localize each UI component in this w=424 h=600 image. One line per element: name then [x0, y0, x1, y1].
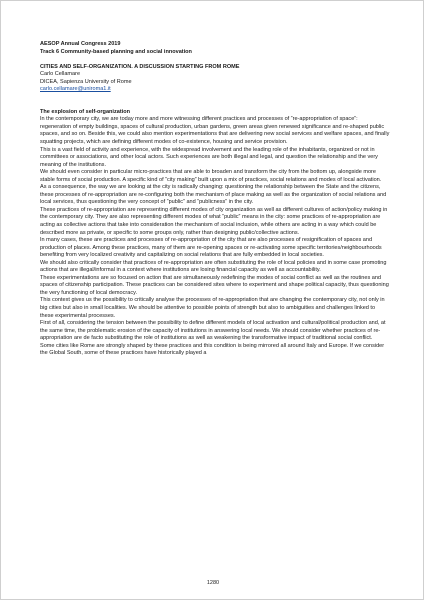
conference-name: AESOP Annual Congress 2019 [40, 41, 121, 47]
body-paragraph: In the contemporary city, we are today more and more witnessing different practices and processes of “re-appropriation of space”: regeneration of empty buildings, spaces of cultural production, urban gardens, green areas given renewed significance and re-shaped public spaces, and so on. Beside this, we could also mention experimentations that are delivering new social services and welfare spaces, and finally squatting projects, which are defining different modes of co-existence, housing and service provision. [40, 116, 390, 145]
spacer [40, 56, 390, 64]
body-paragraph: Some cities like Rome are strongly shaped by these practices and this condition is being mirrored all around Italy and Europe. If we consider the Global South, some of these practices have historically played a [40, 342, 385, 357]
page-number: 1280 [206, 580, 220, 586]
spacer [40, 94, 390, 102]
author-email-link[interactable]: carlo.cellamare@uniroma1.it [40, 86, 111, 93]
body-paragraph: These experimentations are so focused on action that are simultaneously redefining the modes of social conflict as well as the routines and spaces of citizenship participation. These practices can be considered sites where to experiment and shape political capacity, thus questioning the very functioning of local democracy. [40, 274, 389, 296]
body-paragraph: We should also critically consider that practices of re-appropriation are often substituting the role of local policies and in some case promoting actions that are illegal/informal in a context where institutions are losing financial capacity as well as accountability. [40, 259, 387, 274]
body-paragraph: These practices of re-appropriation are representing different modes of city organization as well as different cultures of action/policy making in the contemporary city. They are also representing different modes of what “public” means in the city: some practices of re-appropriation are acting as collective actions that take into consideration the mechanism of social inclusion, while others are acting in a way which could be described more as private, or specific to some groups only, rather than designing public/collective actions. [40, 206, 388, 236]
body-paragraph: This is a vast field of activity and experience, with the widespread involvement and the leading role of the inhabitants, organized or not in committees or associations, and other local actors. Such experiences are both illegal and legal, and question the relationship and the very meaning of the institutions. [40, 146, 378, 168]
body-paragraph: This context gives us the possibility to critically analyse the processes of re-appropriation that are changing the contemporary city, not only in big cities but also in small localities. We should be attentive to possible points of strength but also to ambiguities and challenges linked to these experimental processes. [40, 297, 385, 319]
section-heading: The explosion of self-organization [40, 108, 130, 115]
paper-title: CITIES AND SELF-ORGANIZATION. A DISCUSSION STARTING FROM ROME [40, 63, 240, 70]
author-affiliation: DICEA, Sapienza University of Rome [40, 78, 132, 85]
author-name: Carlo Cellamare [40, 71, 81, 78]
body-paragraph: As a consequence, the way we are looking at the city is radically changing: questioning the relationship between the State and the citizens, these processes of re-appropriation are re-configuring both the mechanism of place making as well as the organization of social relations and local services, thus questioning the very concept of “public” and “publicness” in the city. [40, 184, 387, 206]
body-paragraph: In many cases, these are practices and processes of re-appropriation of the city that are also processes of resignification of spaces and production of places. Among these practices, many of them are re-opening spaces or re-activating some specific territories/neighbourhoods benefiting from very localized creativity and capitalizing on social relations that are fully embedded in local societies. [40, 237, 382, 259]
page-content [40, 41, 390, 358]
body-paragraph: First of all, considering the tension between the possibility to define different models of local activation and cultural/political production and, at the same time, the problematic erosion of the capacity of institutions in answering local needs. We should consider whether practices of re-appropriation are de facto substituting the role of institutions as well as weakening the transformative impact of traditional social conflict. [40, 320, 386, 342]
body-paragraph: We should even consider in particular micro-practices that are able to broaden and transform the city from the bottom up, alongside more stable forms of social production. A specific kind of “city making” built upon a mix of practices, social relations and modes of local activation. [40, 169, 382, 183]
spacer [40, 101, 390, 109]
track-name: Track 6 Community-based planning and social innovation [40, 48, 192, 55]
